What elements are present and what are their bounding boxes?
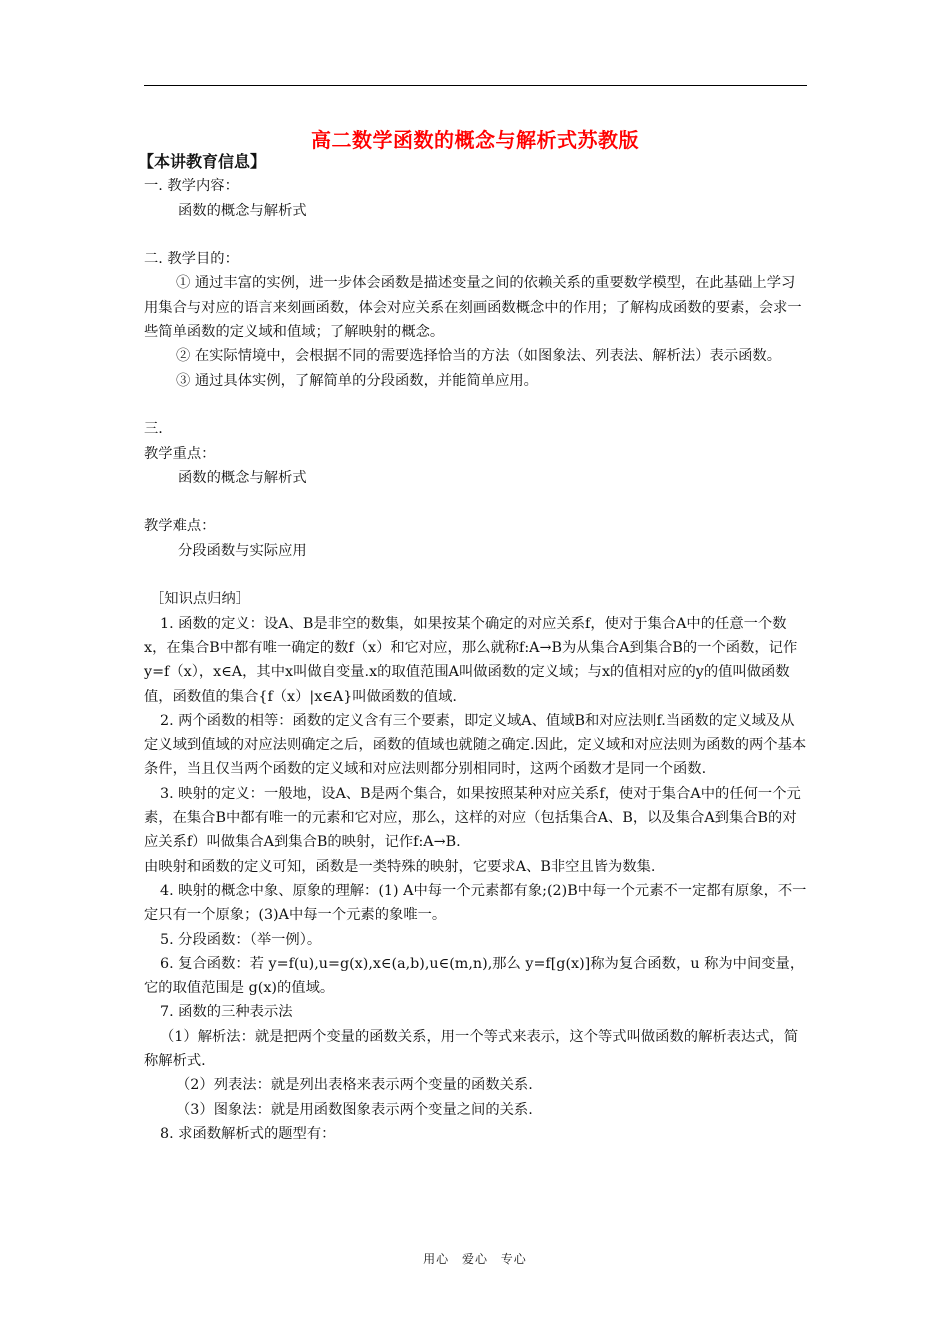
knowledge-item-1: 1. 函数的定义：设A、B是非空的数集，如果按某个确定的对应关系f，使对于集合A中的任意一个数x，在集合B中都有唯一确定的数f（x）和它对应，那么就称f:A→B为从集合A到集合B的一个函数，记作y=f（x），x∈A，其中x叫做自变量.x的取值范围A叫做函数的定义域；与x的值相对应的y的值叫做函数值，函数值的集合{f（x）|x∈A}叫做函数的值域. — [144, 615, 798, 705]
knowledge-item-7-3: （3）图象法：就是用函数图象表示两个变量之间的关系. — [176, 1101, 533, 1118]
difficult-points-label: 教学难点： — [144, 518, 216, 535]
teaching-content-heading: 一. 教学内容： — [144, 178, 239, 195]
page-footer: 用心 爱心 专心 — [423, 1252, 527, 1266]
knowledge-item-8: 8. 求函数解析式的题型有： — [160, 1125, 336, 1142]
teaching-goal-heading: 二. 教学目的： — [144, 251, 239, 268]
document-title: 高二数学函数的概念与解析式苏教版 — [311, 128, 639, 152]
difficult-points-body: 分段函数与实际应用 — [178, 542, 307, 559]
knowledge-item-7: 7. 函数的三种表示法 — [160, 1004, 293, 1021]
key-points-body: 函数的概念与解析式 — [178, 469, 307, 486]
knowledge-item-6: 6. 复合函数：若 y=f(u),u=g(x),x∈(a,b),u∈(m,n),那么 y=f[g(x)]称为复合函数，u 称为中间变量，它的取值范围是 g(x)的值域。 — [144, 955, 805, 997]
knowledge-item-3: 3. 映射的定义：一般地，设A、B是两个集合，如果按照某种对应关系f，使对于集合A中的任何一个元素，在集合B中都有唯一的元素和它对应，那么，这样的对应（包括集合A、B，以及集合A到集合B的对应关系f）叫做集合A到集合B的映射，记作f:A→B. — [144, 785, 801, 851]
knowledge-item-5: 5. 分段函数：（举一例）。 — [160, 931, 322, 948]
knowledge-item-3-note: 由映射和函数的定义可知，函数是一类特殊的映射，它要求A、B非空且皆为数集. — [144, 858, 656, 875]
section-three-heading: 三. — [144, 421, 163, 438]
document-body — [138, 150, 807, 1146]
teaching-goal-1: ① 通过丰富的实例，进一步体会函数是描述变量之间的依赖关系的重要数学模型，在此基础上学习用集合与对应的语言来刻画函数，体会对应关系在刻画函数概念中的作用；了解构成函数的要素，会求一些简单函数的定义域和值域；了解映射的概念。 — [144, 275, 802, 341]
knowledge-heading: ［知识点归纳］ — [150, 591, 251, 608]
knowledge-item-7-2: （2）列表法：就是列出表格来表示两个变量的函数关系. — [176, 1077, 533, 1094]
teaching-goal-3: ③ 通过具体实例，了解简单的分段函数，并能简单应用。 — [176, 372, 538, 389]
knowledge-item-4: 4. 映射的概念中象、原象的理解：(1) A中每一个元素都有象;(2)B中每一个元素不一定都有原象，不一定只有一个原象；(3)A中每一个元素的象唯一。 — [144, 882, 807, 924]
key-points-label: 教学重点： — [144, 445, 216, 462]
knowledge-item-7-1: （1）解析法：就是把两个变量的函数关系，用一个等式来表示，这个等式叫做函数的解析表达式，简称解析式. — [144, 1028, 799, 1069]
teaching-goal-2: ② 在实际情境中，会根据不同的需要选择恰当的方法（如图象法、列表法、解析法）表示函数。 — [176, 348, 782, 365]
teaching-content-body: 函数的概念与解析式 — [178, 202, 307, 219]
section-header: 【本讲教育信息】 — [138, 152, 267, 171]
knowledge-item-2: 2. 两个函数的相等：函数的定义含有三个要素，即定义域A、值域B和对应法则f.当函数的定义域及从定义域到值域的对应法则确定之后，函数的值域也就随之确定.因此，定义域和对应法则为函数的两个基本条件，当且仅当两个函数的定义域和对应法则都分别相同时，这两个函数才是同一个函数. — [144, 712, 807, 778]
header-rule — [144, 85, 807, 86]
